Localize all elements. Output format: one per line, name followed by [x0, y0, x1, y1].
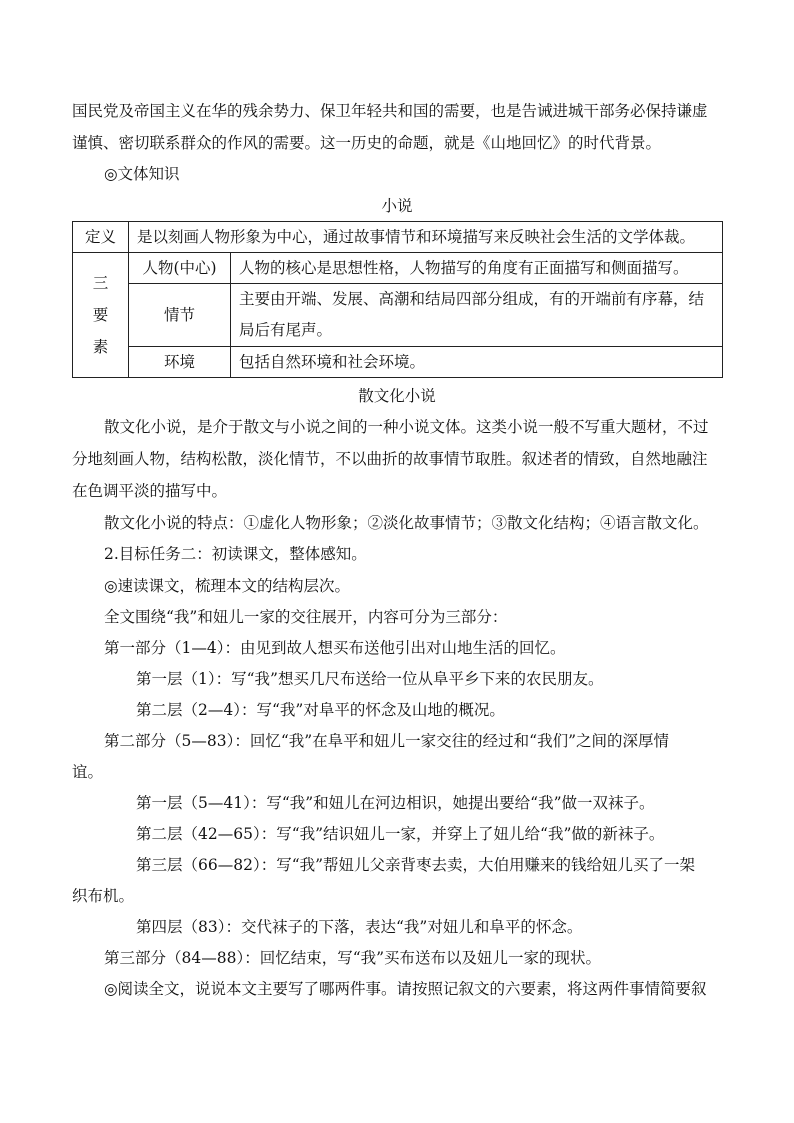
- part-2-line-2: 谊。: [72, 763, 104, 781]
- three-elements-label: [73, 253, 129, 378]
- element-label-character: 人物(中心): [129, 253, 231, 284]
- part-2-layer-1: 第一层（5—41）：写“我”和妞儿在河边相识，她提出要给“我”做一双袜子。: [136, 794, 655, 812]
- element-text-character: 人物的核心是思想性格，人物描写的角度有正面描写和侧面描写。: [231, 253, 723, 284]
- element-label-environment: 环境: [129, 347, 231, 378]
- intro-line-1: 国民党及帝国主义在华的残余势力、保卫年轻共和国的需要，也是告诫进城干部务必保持谦虚: [72, 102, 708, 120]
- prose-novel-para-line-2: 分地刻画人物，结构松散，淡化情节，不以曲折的故事情节取胜。叙述者的情致，自然地融注: [72, 450, 708, 468]
- prose-novel-features: 散文化小说的特点：①虚化人物形象；②淡化故事情节；③散文化结构；④语言散文化。: [104, 514, 709, 532]
- part-2-layer-4: 第四层（83）：交代袜子的下落，表达“我”对妞儿和阜平的怀念。: [136, 918, 583, 936]
- definition-label: 定义: [73, 222, 129, 253]
- element-text-plot: [231, 284, 723, 347]
- table-row-character: [73, 253, 723, 284]
- element-text-plot-line-2: 局后有尾声。: [239, 321, 333, 339]
- table-row-plot: [73, 284, 723, 347]
- prose-novel-para-line-3: 在色调平淡的描写中。: [72, 482, 228, 500]
- task2-title: 2.目标任务二：初读课文，整体感知。: [104, 545, 367, 563]
- part-2-layer-2: 第二层（42—65）：写“我”结识妞儿一家，并穿上了妞儿给“我”做的新袜子。: [136, 825, 665, 843]
- part-1-layer-2: 第二层（2—4）：写“我”对阜平的怀念及山地的概况。: [136, 701, 505, 719]
- part-3: 第三部分（84—88）：回忆结束，写“我”买布送布以及妞儿一家的现状。: [104, 949, 602, 967]
- table-caption: 小说: [381, 197, 413, 215]
- part-1: 第一部分（1—4）：由见到故人想买布送他引出对山地生活的回忆。: [104, 639, 566, 657]
- three-elements-char-3: 素: [92, 338, 109, 356]
- part-2-layer-3-line-2: 织布机。: [72, 887, 135, 905]
- element-label-plot: 情节: [129, 284, 231, 347]
- structure-overview: 全文围绕“我”和妞儿一家的交往展开，内容可分为三部分：: [104, 608, 508, 626]
- three-elements-char-2: 要: [92, 306, 109, 324]
- genre-knowledge-heading: ◎文体知识: [104, 165, 180, 183]
- table-row-definition: [73, 222, 723, 253]
- element-text-plot-line-1: 主要由开端、发展、高潮和结局四部分组成，有的开端前有序幕，结: [239, 290, 705, 308]
- three-elements-char-1: 三: [92, 274, 109, 292]
- prose-novel-para-line-1: 散文化小说，是介于散文与小说之间的一种小说文体。这类小说一般不写重大题材，不过: [104, 418, 709, 436]
- novel-elements-table: [72, 221, 723, 378]
- task2-prompt-2: ◎阅读全文，说说本文主要写了哪两件事。请按照记叙文的六要素，将这两件事情简要叙: [104, 980, 707, 998]
- intro-line-2: 谨慎、密切联系群众的作风的需要。这一历史的命题，就是《山地回忆》的时代背景。: [72, 134, 662, 152]
- task2-prompt-1: ◎速读课文，梳理本文的结构层次。: [104, 577, 351, 595]
- element-text-environment: 包括自然环境和社会环境。: [231, 347, 723, 378]
- table-row-environment: [73, 347, 723, 378]
- prose-novel-title: 散文化小说: [358, 387, 436, 405]
- part-1-layer-1: 第一层（1）：写“我”想买几尺布送给一位从阜平乡下来的农民朋友。: [136, 670, 604, 688]
- part-2-layer-3-line-1: 第三层（66—82）：写“我”帮妞儿父亲背枣去卖，大伯用赚来的钱给妞儿买了一架: [136, 856, 696, 874]
- part-2-line-1: 第二部分（5—83）：回忆“我”在阜平和妞儿一家交往的经过和“我们”之间的深厚情: [104, 732, 670, 750]
- definition-text: 是以刻画人物形象为中心，通过故事情节和环境描写来反映社会生活的文学体裁。: [129, 222, 723, 253]
